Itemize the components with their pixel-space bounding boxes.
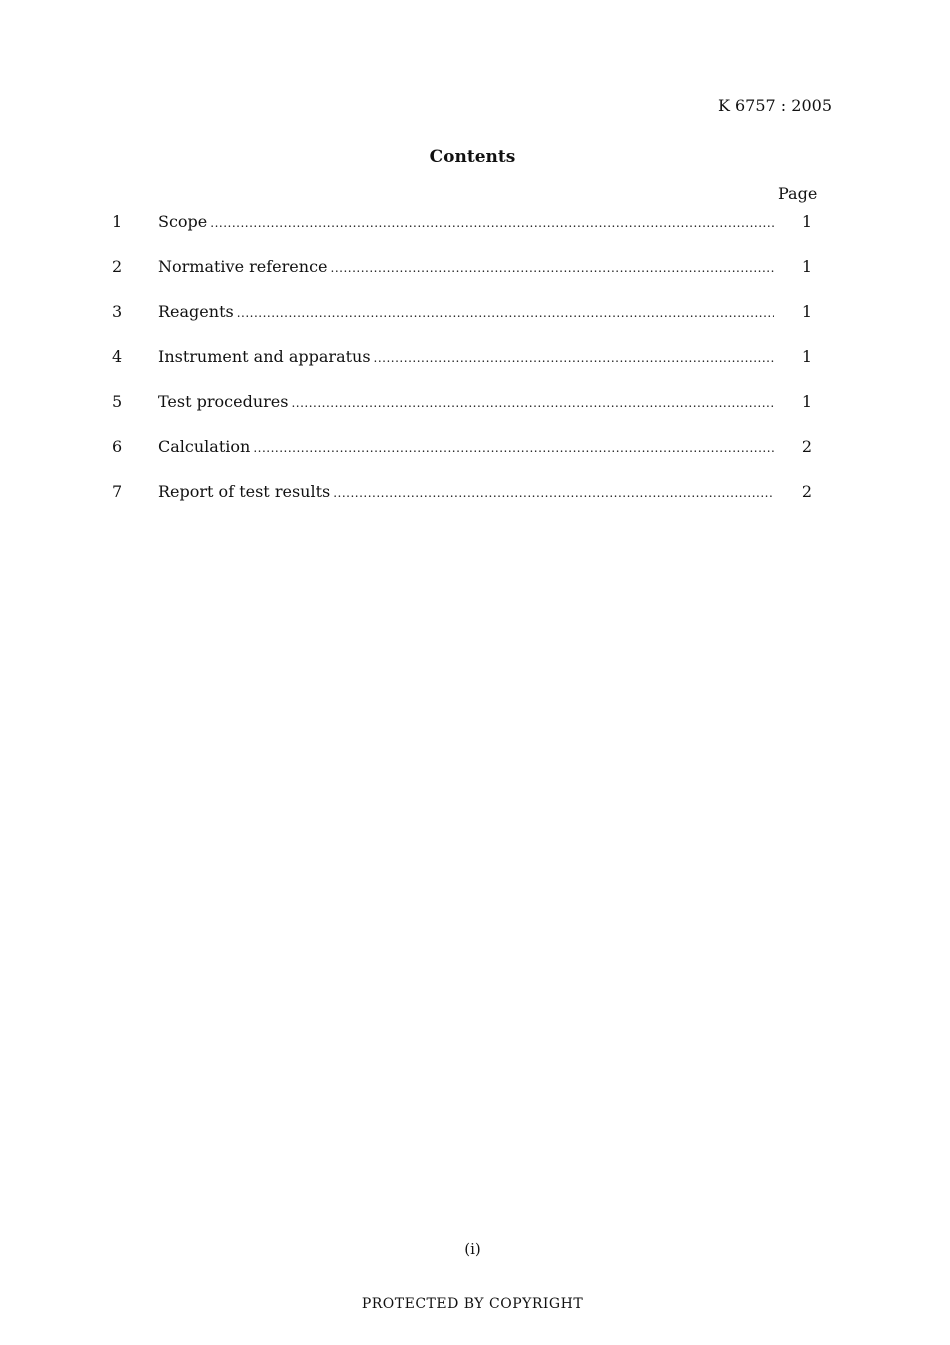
dot-leader <box>253 441 774 455</box>
toc-entry-page: 2 <box>801 482 812 501</box>
toc-entry-label: Test procedures <box>158 392 289 411</box>
toc-entry[interactable] <box>112 482 812 527</box>
toc-entry-number: 4 <box>112 347 123 366</box>
page-column-label: Page <box>778 184 818 203</box>
table-of-contents <box>112 212 812 527</box>
toc-entry[interactable] <box>112 437 812 482</box>
page-folio: (i) <box>464 1240 481 1258</box>
toc-entry-page: 2 <box>801 437 812 456</box>
toc-entry[interactable] <box>112 392 812 437</box>
toc-entry-number: 5 <box>112 392 123 411</box>
dot-leader <box>291 396 774 410</box>
toc-entry-page: 1 <box>801 302 812 321</box>
toc-entry-page: 1 <box>801 257 812 276</box>
toc-entry-label: Scope <box>158 212 208 231</box>
toc-entry-label: Calculation <box>158 437 251 456</box>
page-title: Contents <box>429 147 516 167</box>
toc-entry-number: 3 <box>112 302 123 321</box>
dot-leader <box>374 351 774 365</box>
standard-number: K 6757 : 2005 <box>717 96 832 115</box>
dot-leader <box>333 486 774 500</box>
toc-entry-number: 6 <box>112 437 123 456</box>
toc-entry-label: Report of test results <box>158 482 331 501</box>
toc-entry-number: 1 <box>112 212 123 231</box>
toc-entry-page: 1 <box>801 347 812 366</box>
toc-entry-label: Normative reference <box>158 257 328 276</box>
copyright-notice: PROTECTED BY COPYRIGHT <box>361 1296 584 1312</box>
toc-entry[interactable] <box>112 212 812 257</box>
toc-entry-number: 7 <box>112 482 123 501</box>
toc-entry-number: 2 <box>112 257 123 276</box>
toc-entry[interactable] <box>112 347 812 392</box>
toc-entry-page: 1 <box>801 212 812 231</box>
toc-entry[interactable] <box>112 302 812 347</box>
dot-leader <box>237 306 774 320</box>
dot-leader <box>210 216 774 230</box>
toc-entry-label: Reagents <box>158 302 234 321</box>
toc-entry[interactable] <box>112 257 812 302</box>
dot-leader <box>331 261 775 275</box>
toc-entry-page: 1 <box>801 392 812 411</box>
toc-entry-label: Instrument and apparatus <box>158 347 371 366</box>
